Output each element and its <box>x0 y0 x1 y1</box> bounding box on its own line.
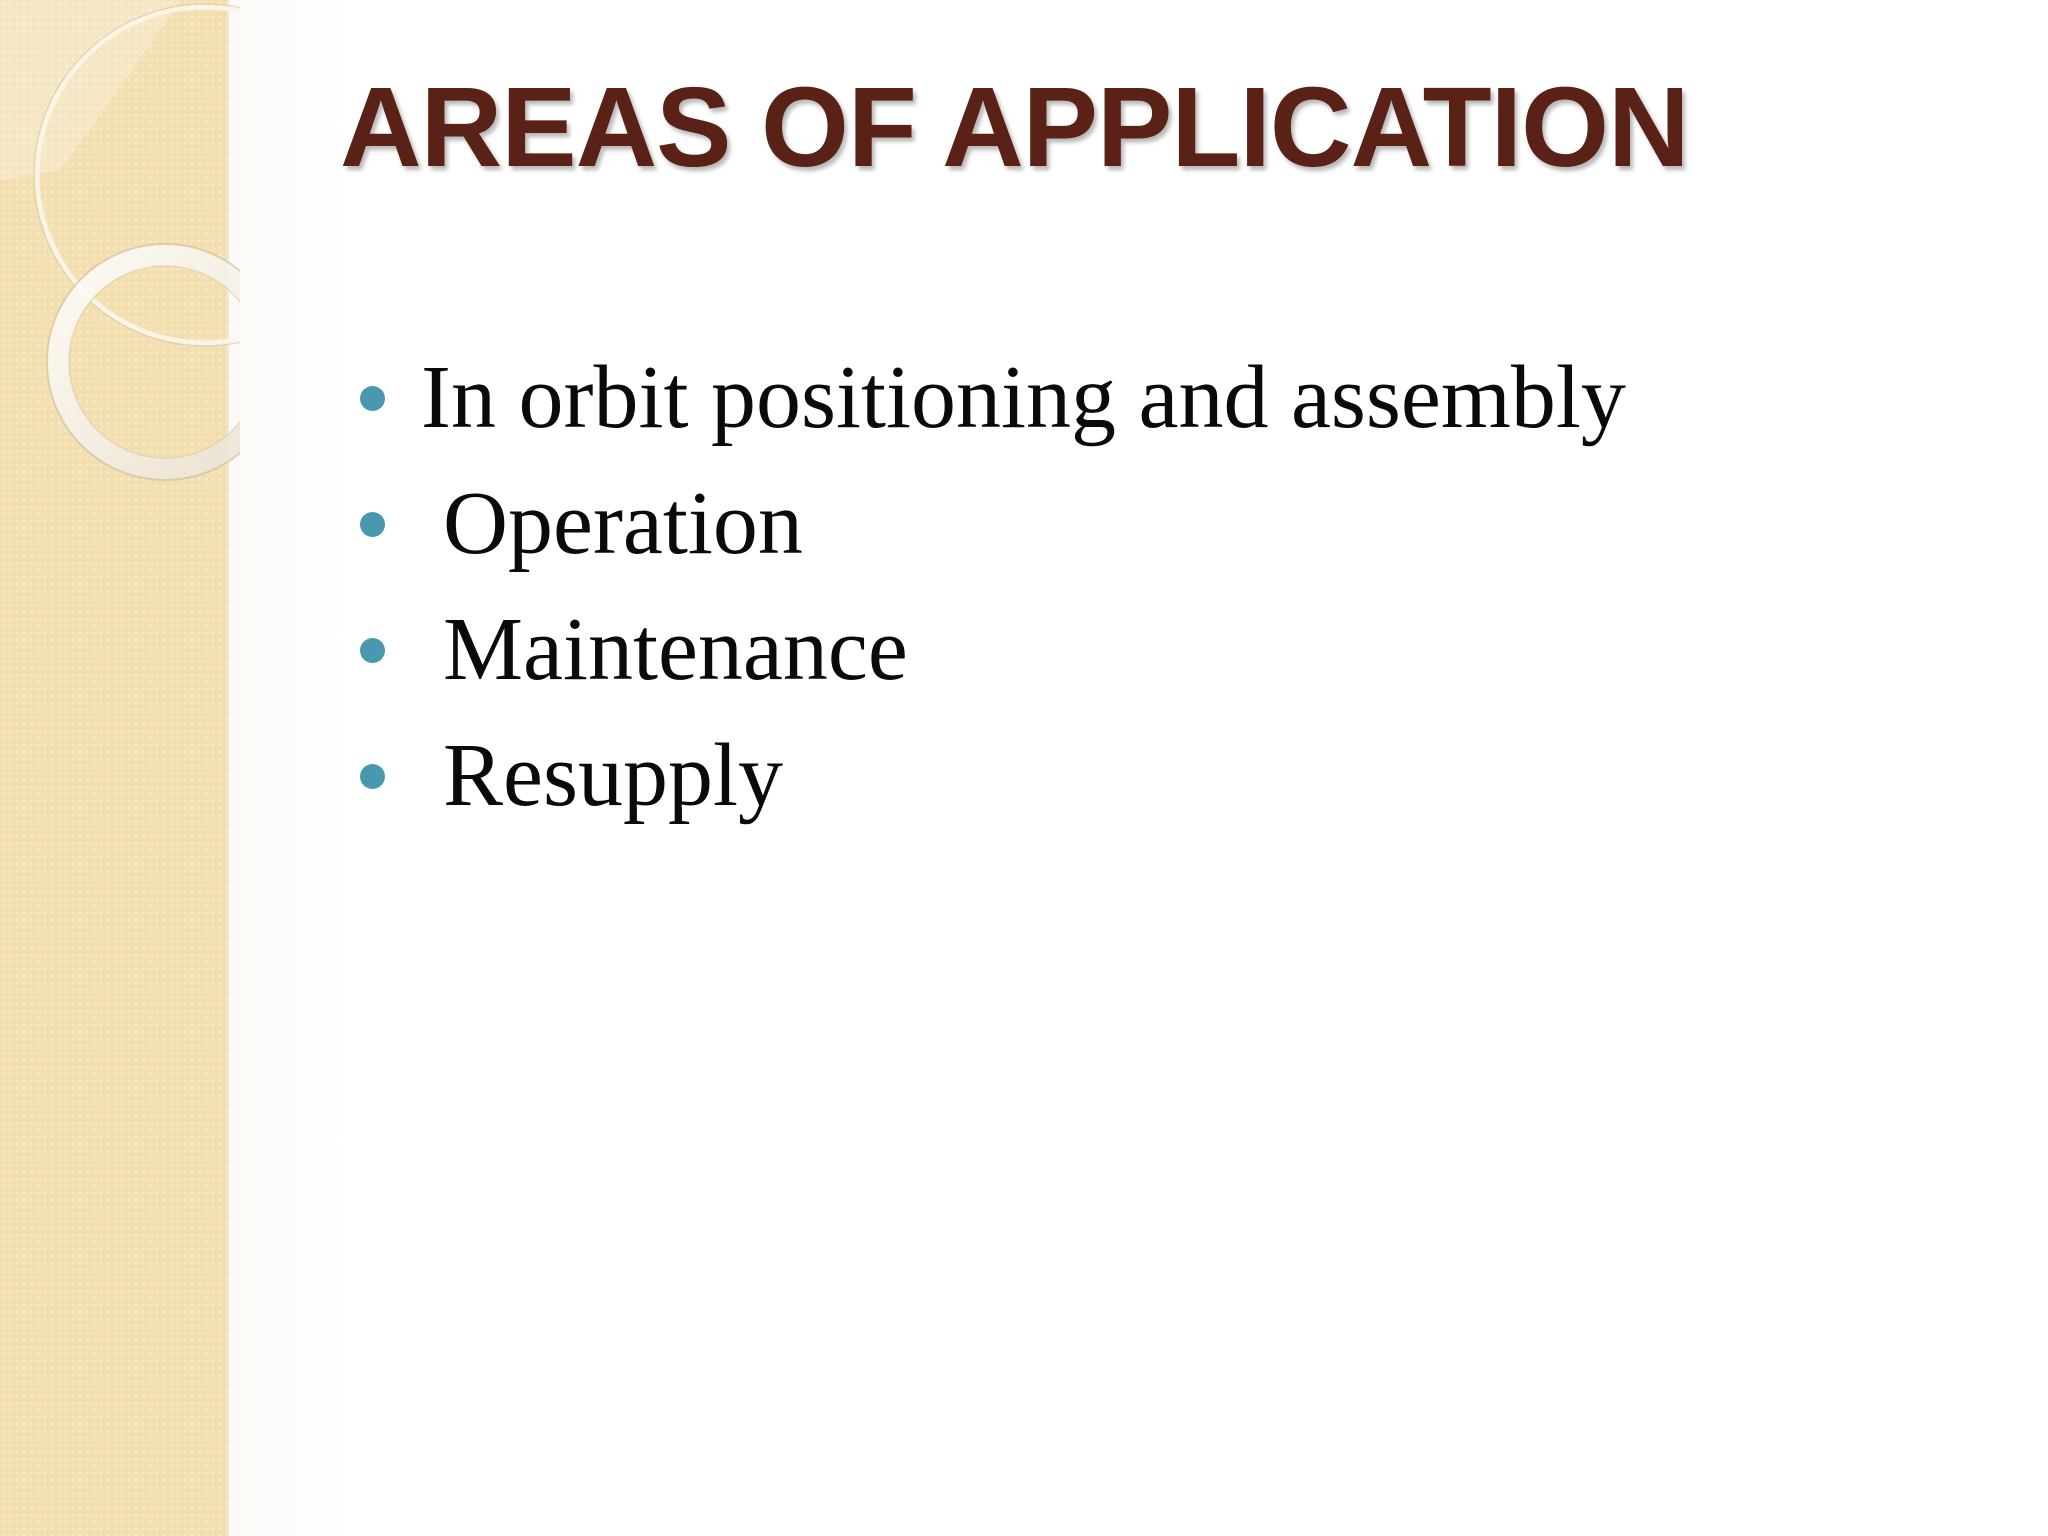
bullet-dot-icon <box>360 512 385 537</box>
bullet-text: Maintenance <box>443 600 908 699</box>
decorative-rings <box>0 0 240 520</box>
bullet-text: Operation <box>443 474 803 573</box>
bullet-item <box>360 713 1626 839</box>
bullet-list <box>360 335 1626 839</box>
bullet-item <box>360 335 1626 461</box>
bullet-dot-icon <box>360 638 385 663</box>
ornament-light-wash <box>0 0 180 180</box>
bullet-text: In orbit positioning and assembly <box>421 348 1626 447</box>
bullet-item <box>360 587 1626 713</box>
slide-title: AREAS OF APPLICATION <box>340 64 1689 190</box>
bullet-text: Resupply <box>443 726 784 825</box>
bullet-item <box>360 461 1626 587</box>
soft-shade-panel <box>229 0 349 1536</box>
bullet-dot-icon <box>360 764 385 789</box>
bullet-dot-icon <box>360 386 385 411</box>
ornament-thick-ring <box>58 255 240 469</box>
